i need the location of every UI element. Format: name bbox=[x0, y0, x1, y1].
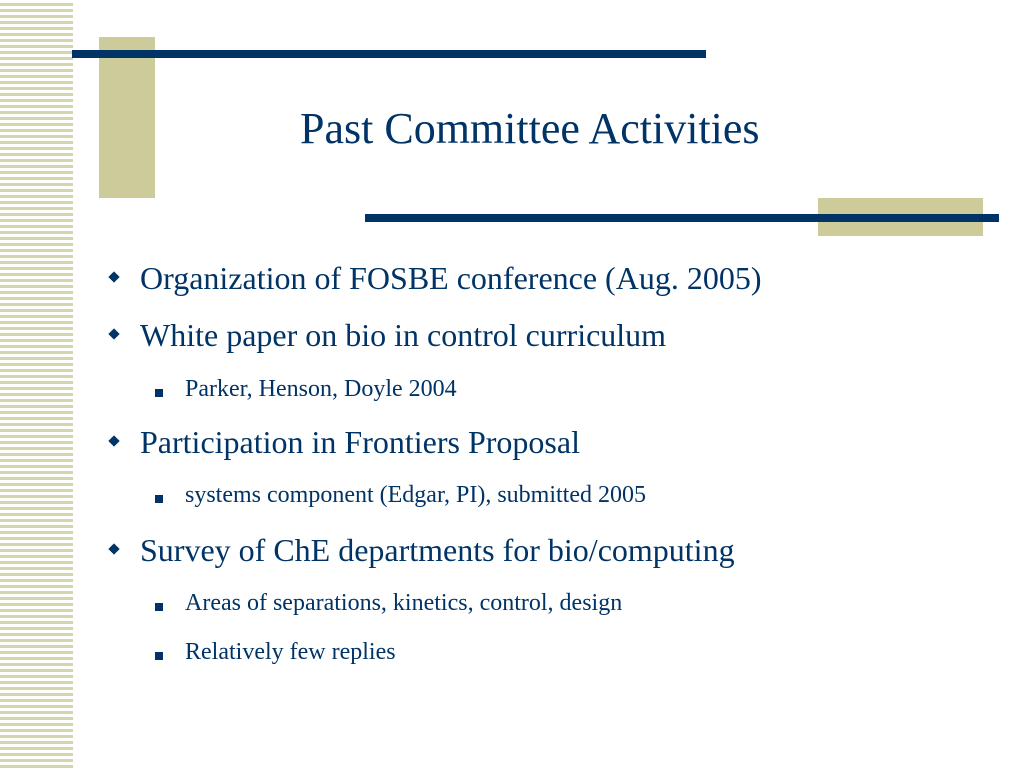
bullet-item: Organization of FOSBE conference (Aug. 2005) bbox=[140, 260, 762, 296]
square-bullet-icon bbox=[155, 603, 163, 611]
sub-bullet-item: Parker, Henson, Doyle 2004 bbox=[185, 376, 457, 402]
diamond-bullet-icon bbox=[108, 271, 119, 282]
top-accent-bar bbox=[72, 50, 706, 58]
diamond-bullet-icon bbox=[108, 328, 119, 339]
square-bullet-icon bbox=[155, 652, 163, 660]
diamond-bullet-icon bbox=[108, 435, 119, 446]
sub-bullet-item: Relatively few replies bbox=[185, 639, 396, 665]
bullet-item: Participation in Frontiers Proposal bbox=[140, 424, 580, 460]
sub-bullet-item: Areas of separations, kinetics, control, design bbox=[185, 590, 623, 616]
sub-bullet-item: systems component (Edgar, PI), submitted 2005 bbox=[185, 482, 646, 508]
slide-title: Past Committee Activities bbox=[300, 104, 760, 153]
square-bullet-icon bbox=[155, 389, 163, 397]
square-bullet-icon bbox=[155, 495, 163, 503]
bullet-item: White paper on bio in control curriculum bbox=[140, 317, 667, 353]
diamond-bullet-icon bbox=[108, 543, 119, 554]
bullet-item: Survey of ChE departments for bio/computing bbox=[140, 532, 735, 568]
top-left-accent-block bbox=[99, 37, 155, 198]
bottom-accent-bar bbox=[365, 214, 999, 222]
striped-margin-decoration bbox=[0, 0, 73, 768]
